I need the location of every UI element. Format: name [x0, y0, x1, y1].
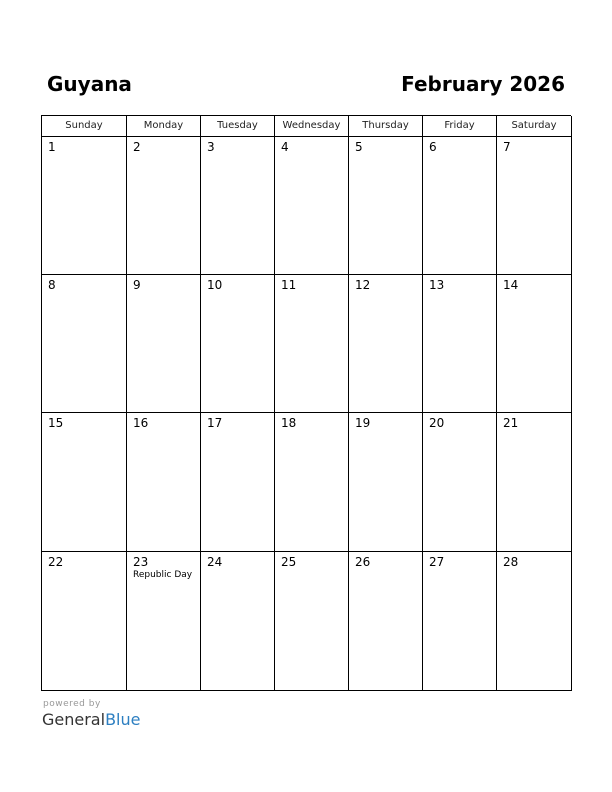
day-number: 4: [281, 140, 289, 154]
brand-blue-text: Blue: [105, 710, 141, 729]
day-cell: [349, 137, 423, 275]
day-number: 17: [207, 416, 223, 430]
day-cell: [423, 137, 497, 275]
day-number: 7: [503, 140, 511, 154]
day-number: 22: [48, 555, 64, 569]
day-cell: [497, 413, 572, 552]
day-cell: [497, 275, 572, 413]
day-cell: [497, 552, 572, 691]
day-cell: [275, 137, 349, 275]
day-cell: [201, 137, 275, 275]
day-number: 6: [429, 140, 437, 154]
day-cell: [42, 413, 127, 552]
day-number: 16: [133, 416, 149, 430]
day-cell: [42, 552, 127, 691]
day-number: 14: [503, 278, 519, 292]
day-number: 13: [429, 278, 445, 292]
powered-by-label: powered by: [43, 699, 101, 709]
day-cell: [275, 552, 349, 691]
day-number: 19: [355, 416, 371, 430]
day-cell: [127, 137, 201, 275]
day-number: 3: [207, 140, 215, 154]
day-cell: [423, 275, 497, 413]
day-number: 26: [355, 555, 371, 569]
day-number: 10: [207, 278, 223, 292]
country-title: Guyana: [47, 72, 132, 96]
day-cell: [201, 552, 275, 691]
day-number: 11: [281, 278, 297, 292]
day-number: 20: [429, 416, 445, 430]
day-cell: [201, 275, 275, 413]
weekday-header-thursday: Thursday: [349, 116, 423, 137]
holiday-label: Republic Day: [133, 570, 193, 580]
day-number: 24: [207, 555, 223, 569]
day-cell: [127, 275, 201, 413]
brand-general-text: General: [42, 710, 106, 729]
day-number: 12: [355, 278, 371, 292]
day-cell: [42, 275, 127, 413]
day-number: 23: [133, 555, 149, 569]
day-cell: [423, 413, 497, 552]
day-cell: [423, 552, 497, 691]
day-cell: [497, 137, 572, 275]
day-number: 21: [503, 416, 519, 430]
day-cell: [201, 413, 275, 552]
day-number: 25: [281, 555, 297, 569]
day-number: 2: [133, 140, 141, 154]
weekday-header-sunday: Sunday: [42, 116, 127, 137]
weekday-header-monday: Monday: [127, 116, 201, 137]
month-title: February 2026: [401, 72, 565, 96]
day-number: 5: [355, 140, 363, 154]
generalblue-logo[interactable]: [42, 710, 140, 730]
day-number: 18: [281, 416, 297, 430]
weekday-header-tuesday: Tuesday: [201, 116, 275, 137]
day-cell: [275, 413, 349, 552]
weekday-header-friday: Friday: [423, 116, 497, 137]
day-cell: [127, 413, 201, 552]
day-cell: [349, 413, 423, 552]
day-number: 28: [503, 555, 519, 569]
day-cell: [275, 275, 349, 413]
weekday-header-wednesday: Wednesday: [275, 116, 349, 137]
day-number: 9: [133, 278, 141, 292]
day-cell: [349, 275, 423, 413]
weekday-header-saturday: Saturday: [497, 116, 572, 137]
day-number: 1: [48, 140, 56, 154]
calendar-grid: [41, 115, 571, 691]
day-number: 8: [48, 278, 56, 292]
day-cell: [127, 552, 201, 691]
day-cell: [349, 552, 423, 691]
day-cell: [42, 137, 127, 275]
day-number: 15: [48, 416, 64, 430]
day-number: 27: [429, 555, 445, 569]
